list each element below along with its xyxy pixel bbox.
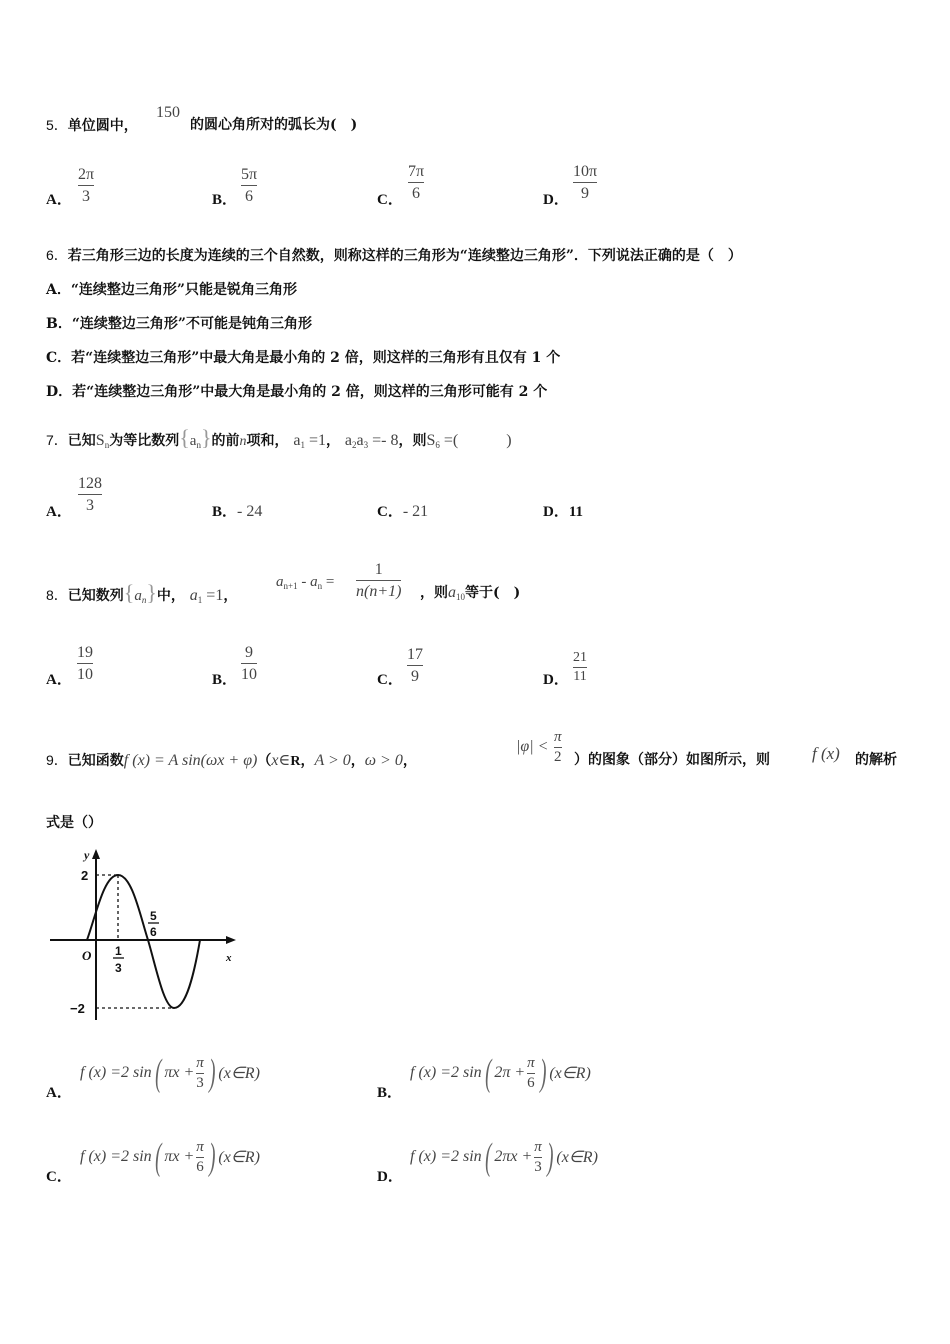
q5-option-b-label: B．	[212, 192, 238, 208]
y-label: y	[84, 848, 90, 862]
q7-a1-eq: $a_1 =1$	[293, 432, 327, 450]
q7-sn: $S_n$	[95, 432, 110, 450]
q6-option-d: D．若“连续整边三角形”中最大角是最小角的 2 倍，则这样的三角形可能有 2 个	[46, 384, 548, 400]
q7-option-a-label: A．	[46, 504, 72, 520]
q5-option-a-fraction: 2π 3	[78, 166, 95, 205]
x2-numerator: 5	[150, 909, 157, 923]
q8-option-b-label: B．	[212, 672, 238, 688]
origin-label: O	[82, 948, 92, 963]
q8-option-b-fraction: 9 10	[241, 644, 257, 683]
q9-stem-middle: ）的图象（部分）如图所示，则	[574, 752, 770, 768]
q9-stem-line2: 式是（）	[46, 815, 102, 831]
q6-option-a: A．“连续整边三角形”只能是锐角三角形	[46, 282, 297, 298]
q9-option-d-label: D．	[377, 1169, 403, 1185]
q9-number: 9．	[46, 752, 68, 768]
q9-phi-bound: π 2	[554, 729, 562, 765]
q8-sequence-an: $\{a_n\}$	[123, 580, 157, 605]
q8-stem: 8．已知数列$\{a_n\}$中， $a_1 =1$，	[46, 580, 238, 605]
q9-option-a-expr: f (x) =2 sin ( πx + $\frac{\pi}{3}$ ) (x∈R)	[80, 1052, 260, 1094]
q8-option-c-fraction: 17 9	[407, 646, 423, 685]
q8-option-a-label: A．	[46, 672, 72, 688]
q7-option-c: C．- 21	[377, 503, 429, 520]
q9-option-b-label: B．	[377, 1085, 403, 1101]
y-min-label: −2	[70, 1001, 85, 1016]
q7-number: 7．	[46, 432, 68, 448]
q9-stem: 9．已知函数f (x) = A sin(ωx + φ)（x∈R，A > 0，ω > 0，	[46, 752, 417, 769]
q9-option-a-label: A．	[46, 1085, 72, 1101]
y-axis-arrow-icon	[92, 849, 100, 859]
q7-stem: 7．已知$S_n$为等比数列$\{a_n\}$的前n项和， $a_1 =1$， $a_2a_3 =- 8$，则$S_6$ =( )	[46, 425, 512, 450]
sine-curve	[87, 875, 200, 1008]
q7-option-b: B．- 24	[212, 503, 263, 520]
q9-option-d-expr: f (x) =2 sin ( 2πx + $\frac{\pi}{3}$ ) (x∈R)	[410, 1136, 598, 1178]
x-axis-arrow-icon	[226, 936, 236, 944]
y-max-label: 2	[81, 868, 89, 883]
x1-denominator: 3	[115, 961, 122, 975]
q7-option-d: D．11	[543, 504, 584, 520]
q5-option-b-fraction: 5π 6	[241, 166, 258, 205]
q8-option-c-label: C．	[377, 672, 403, 688]
q8-a10: $a_{10}$	[448, 584, 465, 602]
q8-recurrence-rhs: 1 n(n+1)	[356, 561, 402, 600]
q9-option-b-expr: f (x) =2 sin ( 2π + $\frac{\pi}{6}$ ) (x∈R)	[410, 1052, 591, 1094]
q7-option-a-fraction: 128 3	[78, 475, 102, 514]
q9-option-c-expr: f (x) =2 sin ( πx + $\frac{\pi}{6}$ ) (x∈R)	[80, 1136, 260, 1178]
q8-stem-tail: ，则$a_{10}$等于( )	[420, 584, 521, 602]
q8-recurrence-lhs: $a_{n+1} - a_n$ =	[276, 574, 335, 591]
q8-option-d-fraction: 21 11	[573, 650, 587, 684]
q8-option-d-label: D．	[543, 672, 569, 688]
q8-a1-eq: $a_1 =1$	[189, 587, 224, 605]
q7-sequence-an: $\{a_n\}$	[179, 425, 212, 450]
q5-option-c-label: C．	[377, 192, 403, 208]
q5-option-d-fraction: 10π 9	[573, 163, 598, 202]
x1-numerator: 1	[115, 944, 122, 958]
q5-angle: 150	[156, 104, 180, 121]
q5-number: 5．	[46, 117, 68, 133]
q7-a2a3-eq: $a_2a_3 =- 8$	[344, 432, 399, 450]
q6-option-b: B．“连续整边三角形”不可能是钝角三角形	[46, 316, 312, 332]
q8-number: 8．	[46, 587, 68, 603]
q9-sine-graph	[46, 845, 246, 1025]
q6-stem: 6．若三角形三边的长度为连续的三个自然数，则称这样的三角形为“连续整边三角形”．下列说法正确的是（ ）	[46, 247, 742, 264]
x2-denominator: 6	[150, 925, 157, 939]
x-label: x	[226, 952, 232, 964]
q7-s6: $S_6$ =( )	[426, 432, 512, 450]
q9-fx: f (x)	[812, 744, 840, 763]
q9-function: f (x) = A sin(ωx + φ)	[123, 752, 258, 769]
q9-option-c-label: C．	[46, 1169, 72, 1185]
q5-option-c-fraction: 7π 6	[408, 163, 425, 202]
q8-option-a-fraction: 19 10	[77, 644, 93, 683]
q5-option-d-label: D．	[543, 192, 569, 208]
q6-option-c: C．若“连续整边三角形”中最大角是最小角的 2 倍，则这样的三角形有且仅有 1 个	[46, 350, 561, 366]
q9-stem-tail: 的解析	[855, 752, 897, 768]
q9-phi-condition: |φ| <	[516, 738, 549, 755]
q5-option-a-label: A．	[46, 192, 72, 208]
q5-stem-tail: 的圆心角所对的弧长为( )	[190, 117, 358, 133]
q5-stem: 5．单位圆中，	[46, 117, 138, 134]
q6-number: 6．	[46, 247, 68, 263]
